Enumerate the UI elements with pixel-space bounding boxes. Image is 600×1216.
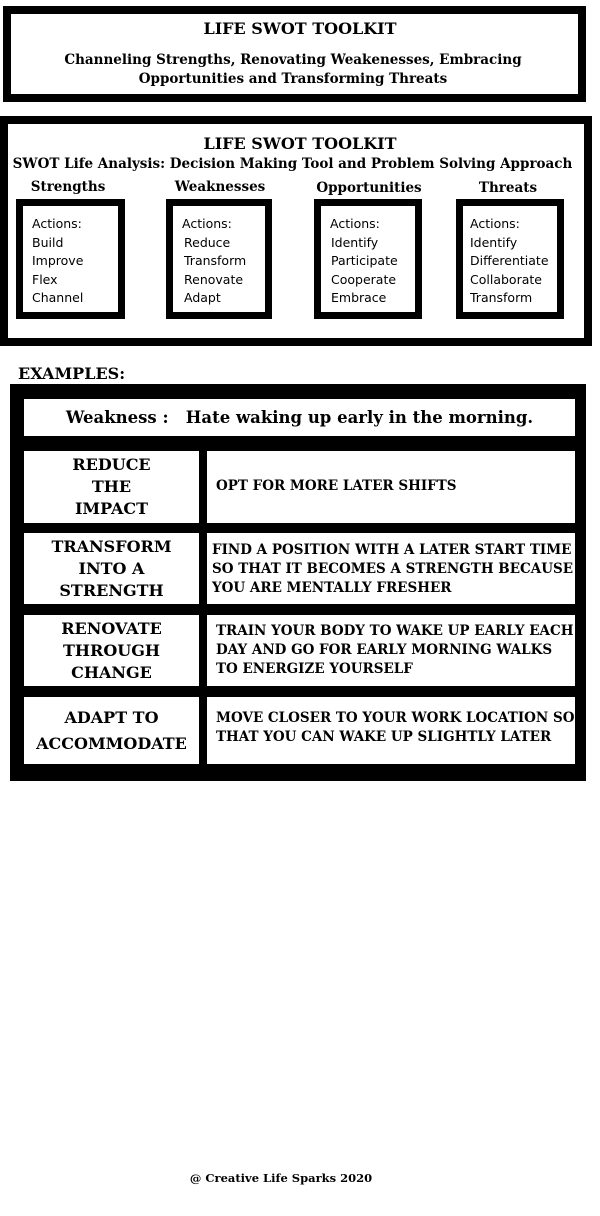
action-item: Transform — [470, 290, 533, 305]
threats-actions-box — [456, 199, 564, 319]
example-cell: TRAIN YOUR BODY TO WAKE UP EARLY EACH DAY AND GO FOR EARLY MORNING WALKS TO ENERGIZE YOURSELF — [207, 615, 575, 686]
action-item: Collaborate — [470, 271, 542, 287]
action-item: Transform — [184, 253, 247, 268]
action-item: Embrace — [331, 290, 387, 305]
weakness-label: Weakness : — [65, 408, 169, 427]
action-item: Differentiate — [470, 253, 549, 268]
action-item: Identify — [331, 234, 379, 250]
actions-label: Actions: — [330, 216, 380, 231]
action-item: Channel — [32, 290, 84, 305]
action-item: Participate — [331, 253, 398, 268]
opportunities-heading: Opportunities — [316, 180, 422, 196]
strategy-cell-reduce: REDUCE THE IMPACT — [24, 451, 199, 523]
weakness-text: Hate waking up early in the morning. — [185, 408, 534, 427]
action-item: Reduce — [184, 234, 231, 250]
header-title: LIFE SWOT TOOLKIT — [203, 19, 397, 38]
strengths-actions-box — [16, 199, 125, 319]
footer-copyright: @ Creative Life Sparks 2020 — [189, 1171, 373, 1185]
action-item: Cooperate — [331, 271, 397, 287]
actions-label: Actions: — [470, 216, 520, 231]
threats-heading: Threats — [478, 180, 538, 196]
example-cell: MOVE CLOSER TO YOUR WORK LOCATION SO THAT YOU CAN WAKE UP SLIGHTLY LATER — [207, 697, 575, 764]
strategy-cell-adapt: ADAPT TO ACCOMMODATE — [24, 697, 199, 764]
action-item: Identify — [470, 234, 518, 250]
action-item: Build — [32, 234, 64, 250]
opportunities-actions-box — [314, 199, 422, 319]
weakness-bar — [24, 399, 575, 436]
action-item: Renovate — [184, 271, 244, 287]
swot-title: LIFE SWOT TOOLKIT — [203, 134, 397, 153]
example-cell: FIND A POSITION WITH A LATER START TIME SO THAT IT BECOMES A STRENGTH BECAUSE YOU ARE MENTALLY FRESHER — [207, 533, 575, 604]
strategy-cell-transform: TRANSFORM INTO A STRENGTH — [24, 533, 199, 604]
examples-label: EXAMPLES: — [18, 364, 126, 383]
header-subtitle: Channeling Strengths, Renovating Weakenesses, Embracing Opportunities and Transforming Threats — [64, 52, 522, 87]
action-item: Flex — [32, 271, 58, 287]
swot-subtitle: SWOT Life Analysis: Decision Making Tool and Problem Solving Approach — [12, 156, 573, 172]
weaknesses-actions-box — [166, 199, 272, 319]
action-item: Adapt — [184, 290, 221, 305]
weaknesses-heading: Weaknesses — [174, 179, 266, 195]
actions-label: Actions: — [182, 216, 232, 231]
actions-label: Actions: — [32, 216, 82, 231]
strengths-heading: Strengths — [30, 179, 106, 195]
action-item: Improve — [32, 253, 84, 268]
strategy-cell-renovate: RENOVATE THROUGH CHANGE — [24, 615, 199, 686]
example-cell: OPT FOR MORE LATER SHIFTS — [207, 451, 575, 523]
